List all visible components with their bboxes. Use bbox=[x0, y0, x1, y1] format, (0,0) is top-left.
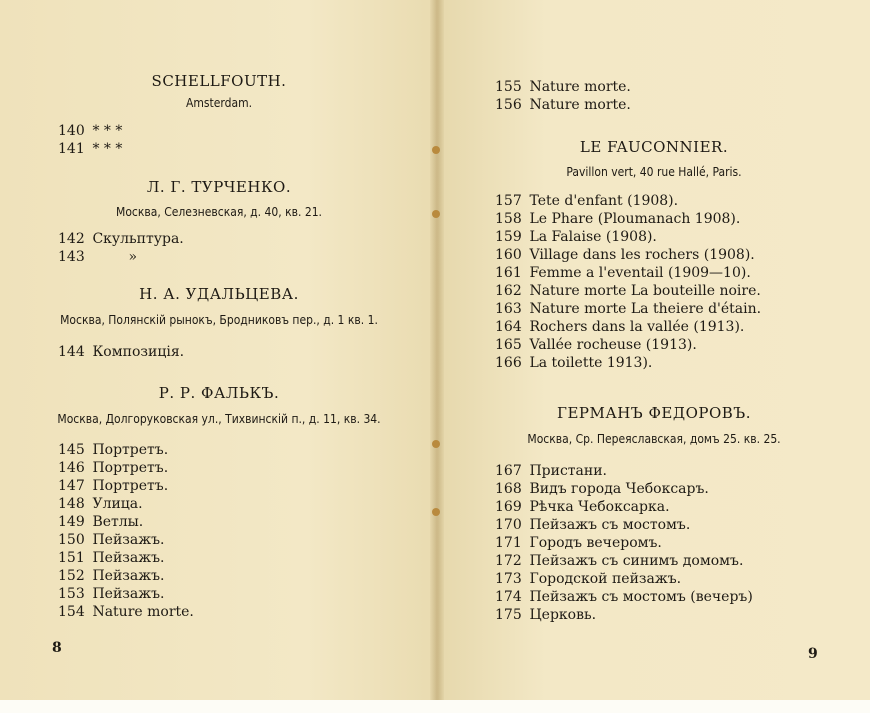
item-title: Пейзажъ. bbox=[92, 532, 165, 548]
catalogue-item bbox=[58, 531, 165, 549]
artist-name: ГЕРМАНЪ ФЕДОРОВЪ. bbox=[557, 404, 751, 422]
item-title: Пейзажъ. bbox=[92, 550, 165, 566]
catalogue-item bbox=[58, 343, 184, 361]
item-number: 156 bbox=[495, 97, 522, 113]
item-number: 145 bbox=[58, 442, 85, 458]
artist-address: Москва, Долгоруковская ул., Тихвинскiй п., д. 11, кв. 34. bbox=[57, 412, 381, 426]
catalogue-item bbox=[495, 264, 751, 282]
catalogue-item bbox=[495, 336, 697, 354]
artist-name: Р. Р. ФАЛЬКЪ. bbox=[158, 384, 280, 402]
catalogue-item bbox=[495, 462, 607, 480]
item-number: 164 bbox=[495, 319, 522, 335]
catalogue-item bbox=[58, 477, 168, 495]
item-title: Le Phare (Ploumanach 1908). bbox=[529, 211, 741, 227]
item-title: * * * bbox=[92, 123, 123, 139]
catalogue-item bbox=[58, 567, 165, 585]
item-title: Nature morte. bbox=[529, 97, 631, 113]
item-number: 161 bbox=[495, 265, 522, 281]
catalogue-item bbox=[495, 552, 743, 570]
item-title: Скульптура. bbox=[92, 231, 184, 247]
item-title: * * * bbox=[92, 141, 123, 157]
item-number: 149 bbox=[58, 514, 85, 530]
page-number: 9 bbox=[808, 646, 818, 662]
artist-address: Pavillon vert, 40 rue Hallé, Paris. bbox=[566, 165, 742, 179]
artist-address: Москва, Селезневская, д. 40, кв. 21. bbox=[116, 205, 322, 219]
item-title: » bbox=[128, 249, 138, 265]
item-number: 151 bbox=[58, 550, 85, 566]
item-number: 141 bbox=[58, 141, 85, 157]
item-number: 154 bbox=[58, 604, 85, 620]
catalogue-item bbox=[495, 192, 678, 210]
catalogue-item bbox=[495, 246, 755, 264]
item-title: Композицiя. bbox=[92, 344, 185, 360]
catalogue-item bbox=[495, 318, 744, 336]
item-title: Рѣчка Чебоксарка. bbox=[529, 499, 670, 515]
item-title: Ветлы. bbox=[92, 514, 144, 530]
item-number: 174 bbox=[495, 589, 522, 605]
catalogue-item bbox=[495, 282, 761, 300]
artist-name: SCHELLFOUTH. bbox=[151, 72, 287, 90]
item-title: Портретъ. bbox=[92, 478, 169, 494]
artist-name: Л. Г. ТУРЧЕНКО. bbox=[146, 178, 292, 196]
artist-name: LE FAUCONNIER. bbox=[579, 138, 729, 156]
item-title: Пейзажъ съ мостомъ. bbox=[529, 517, 691, 533]
item-number: 163 bbox=[495, 301, 522, 317]
item-number: 165 bbox=[495, 337, 522, 353]
item-number: 158 bbox=[495, 211, 522, 227]
item-title: Village dans les rochers (1908). bbox=[529, 247, 755, 263]
item-number: 173 bbox=[495, 571, 522, 587]
item-title: La toilette 1913). bbox=[529, 355, 653, 371]
item-title: Rochers dans la vallée (1913). bbox=[529, 319, 745, 335]
item-title: Nature morte La theiere d'étain. bbox=[529, 301, 762, 317]
item-number: 172 bbox=[495, 553, 522, 569]
catalogue-item bbox=[495, 228, 657, 246]
catalogue-item bbox=[495, 210, 740, 228]
catalogue-item bbox=[495, 588, 753, 606]
item-number: 148 bbox=[58, 496, 85, 512]
artist-name: Н. А. УДАЛЬЦЕВА. bbox=[139, 285, 299, 303]
item-title: Nature morte. bbox=[92, 604, 194, 620]
item-number: 142 bbox=[58, 231, 85, 247]
catalogue-item bbox=[58, 513, 143, 531]
item-number: 147 bbox=[58, 478, 85, 494]
catalogue-item bbox=[58, 459, 168, 477]
artist-address: Москва, Ср. Переяславская, домъ 25. кв. 25. bbox=[527, 432, 781, 446]
catalogue-item bbox=[58, 122, 122, 140]
item-title: Vallée rocheuse (1913). bbox=[529, 337, 697, 353]
catalogue-item bbox=[58, 603, 194, 621]
catalogue-item bbox=[495, 570, 681, 588]
item-title: Улица. bbox=[92, 496, 143, 512]
catalogue-item bbox=[58, 140, 122, 158]
item-title: Femme a l'eventail (1909—10). bbox=[529, 265, 751, 281]
item-number: 175 bbox=[495, 607, 522, 623]
item-title: Пристани. bbox=[529, 463, 607, 479]
item-title: Пейзажъ съ синимъ домомъ. bbox=[529, 553, 744, 569]
item-number: 168 bbox=[495, 481, 522, 497]
catalogue-item bbox=[58, 230, 184, 248]
item-number: 144 bbox=[58, 344, 85, 360]
item-number: 146 bbox=[58, 460, 85, 476]
item-number: 162 bbox=[495, 283, 522, 299]
catalogue-item bbox=[58, 441, 168, 459]
item-number: 167 bbox=[495, 463, 522, 479]
catalogue-item bbox=[495, 300, 761, 318]
item-number: 153 bbox=[58, 586, 85, 602]
catalogue-item bbox=[495, 606, 596, 624]
item-number: 140 bbox=[58, 123, 85, 139]
binding-stitch bbox=[432, 508, 440, 516]
item-number: 157 bbox=[495, 193, 522, 209]
item-number: 143 bbox=[58, 249, 85, 265]
item-number: 150 bbox=[58, 532, 85, 548]
item-number: 155 bbox=[495, 79, 522, 95]
catalogue-item bbox=[495, 516, 690, 534]
item-title: Пейзажъ. bbox=[92, 586, 165, 602]
catalogue-item bbox=[495, 354, 652, 372]
item-title: Видъ города Чебоксаръ. bbox=[529, 481, 709, 497]
catalogue-item bbox=[58, 549, 165, 567]
artist-address: Amsterdam. bbox=[185, 96, 253, 110]
catalogue-item bbox=[58, 248, 137, 266]
item-number: 171 bbox=[495, 535, 522, 551]
catalogue-item bbox=[58, 585, 165, 603]
item-title: Портретъ. bbox=[92, 442, 169, 458]
item-number: 169 bbox=[495, 499, 522, 515]
catalogue-item bbox=[495, 534, 662, 552]
item-title: Tete d'enfant (1908). bbox=[529, 193, 679, 209]
item-number: 166 bbox=[495, 355, 522, 371]
artist-address: Москва, Полянскiй рынокъ, Бродниковъ пер., д. 1 кв. 1. bbox=[60, 313, 378, 327]
item-title: Городъ вечеромъ. bbox=[529, 535, 662, 551]
item-title: Пейзажъ. bbox=[92, 568, 165, 584]
item-title: Городской пейзажъ. bbox=[529, 571, 682, 587]
page-number: 8 bbox=[52, 640, 62, 656]
item-title: Церковь. bbox=[529, 607, 597, 623]
catalogue-item bbox=[495, 78, 631, 96]
item-title: Nature morte La bouteille noire. bbox=[529, 283, 761, 299]
item-number: 170 bbox=[495, 517, 522, 533]
item-title: Пейзажъ съ мостомъ (вечеръ) bbox=[529, 589, 753, 605]
item-title: La Falaise (1908). bbox=[529, 229, 657, 245]
item-number: 159 bbox=[495, 229, 522, 245]
item-title: Nature morte. bbox=[529, 79, 631, 95]
item-title: Портретъ. bbox=[92, 460, 169, 476]
catalogue-item bbox=[495, 480, 709, 498]
catalogue-item bbox=[495, 498, 670, 516]
catalogue-item bbox=[495, 96, 631, 114]
item-number: 160 bbox=[495, 247, 522, 263]
item-number: 152 bbox=[58, 568, 85, 584]
catalogue-item bbox=[58, 495, 143, 513]
